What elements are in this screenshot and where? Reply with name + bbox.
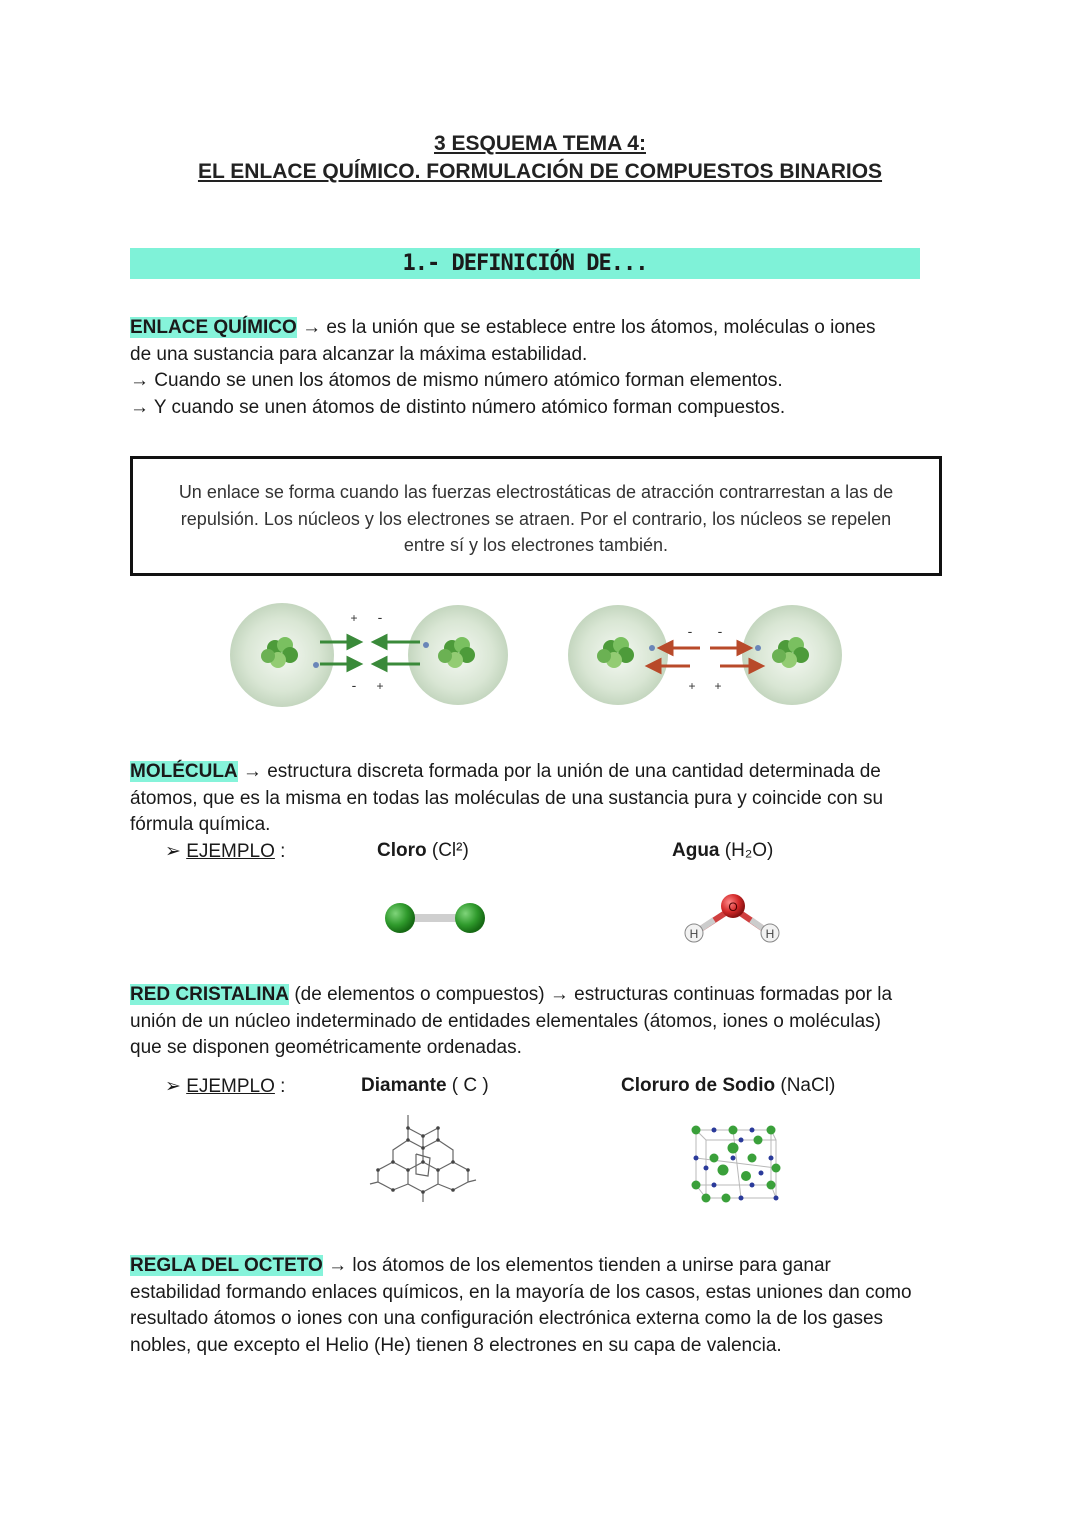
example-label: EJEMPLO: [186, 1076, 275, 1097]
nacl-label: [621, 1075, 835, 1097]
water-molecule-icon: [678, 890, 788, 950]
red-def-c: que se disponen geométricamente ordenadas.: [130, 1037, 522, 1058]
enlace-paragraph: [130, 315, 960, 421]
section-heading: 1.- DEFINICIÓN DE...: [130, 248, 920, 279]
red-def-b: unión de un núcleo indeterminado de entidades elementales (átomos, iones o moléculas): [130, 1010, 881, 1032]
hydrogen-label: H: [765, 927, 775, 941]
enlace-def-b: de una sustancia para alcanzar la máxima estabilidad.: [130, 343, 588, 365]
cloro-formula: (Cl²): [426, 840, 469, 861]
enlace-point-2: → Y cuando se unen átomos de distinto número atómico forman compuestos.: [130, 396, 786, 418]
atom-pair-attraction: [230, 603, 508, 707]
cloro-name: Cloro: [377, 840, 427, 861]
charge-label: -: [351, 677, 357, 693]
agua-label: [672, 840, 773, 862]
nacl-formula: (NaCl): [775, 1075, 836, 1096]
note-line-3: entre sí y los electrones también.: [403, 535, 669, 555]
red-term: RED CRISTALINA: [130, 984, 290, 1005]
charge-label: +: [350, 611, 358, 625]
agua-name: Agua: [672, 840, 720, 861]
molecula-term: MOLÉCULA: [130, 761, 238, 782]
octeto-term: REGLA DEL OCTETO: [130, 1255, 323, 1276]
charge-label: -: [717, 623, 723, 639]
red-paragraph: [130, 982, 960, 1062]
document-title-line1: 3 ESQUEMA TEMA 4:: [434, 132, 646, 155]
charge-label: +: [688, 679, 696, 693]
enlace-term: ENLACE QUÍMICO: [130, 317, 297, 338]
octeto-def-d: nobles, que excepto el Helio (He) tienen 8 electrones en su capa de valencia.: [130, 1334, 782, 1356]
diamond-lattice-icon: [368, 1110, 478, 1205]
octeto-paragraph: [130, 1253, 960, 1359]
charge-label: -: [687, 623, 693, 639]
document-title-line2: EL ENLACE QUÍMICO. FORMULACIÓN DE COMPUESTOS BINARIOS: [197, 160, 883, 183]
charge-label: +: [714, 679, 722, 693]
octeto-def-a: → los átomos de los elementos tienden a unirse para ganar: [322, 1255, 831, 1276]
diamante-formula: ( C ): [446, 1075, 489, 1096]
note-box: [130, 456, 942, 576]
diamante-label: [361, 1075, 489, 1097]
octeto-def-c: resultado átomos o iones con una configuración electrónica externa como la de los gases: [130, 1308, 884, 1329]
note-line-1: Un enlace se forma cuando las fuerzas electrostáticas de atracción contrarrestan a las de: [178, 482, 894, 502]
molecula-def-b: átomos, que es la misma en todas las moléculas de una sustancia pura y coincide con su: [130, 787, 884, 809]
diamante-name: Diamante: [361, 1075, 447, 1096]
atom-pair-repulsion: [568, 605, 842, 705]
bullet-icon: ➢: [165, 1076, 181, 1097]
note-line-2: repulsión. Los núcleos y los electrones se atraen. Por el contrario, los núcleos se repelen: [180, 508, 892, 529]
charge-label: +: [376, 679, 384, 693]
hydrogen-label: H: [689, 927, 699, 941]
oxygen-label: O: [728, 900, 738, 914]
molecula-def-a: → estructura discreta formada por la unión de una cantidad determinada de: [237, 761, 881, 782]
atoms-illustration: [220, 598, 860, 718]
nacl-lattice-icon: [686, 1118, 786, 1208]
octeto-def-b: estabilidad formando enlaces químicos, en la mayoría de los casos, estas uniones dan como: [130, 1281, 912, 1303]
example-colon: :: [274, 841, 286, 862]
enlace-def-a: es la unión que se establece entre los átomos, moléculas o iones: [321, 317, 876, 338]
chlorine-molecule-icon: [378, 894, 498, 944]
molecula-def-c: fórmula química.: [130, 814, 271, 835]
agua-formula: (H₂O): [719, 840, 774, 861]
bullet-icon: ➢: [165, 841, 181, 862]
example-label: EJEMPLO: [186, 841, 275, 862]
enlace-point-1: → Cuando se unen los átomos de mismo número atómico forman elementos.: [130, 370, 783, 391]
molecula-paragraph: [130, 759, 960, 839]
red-example: [165, 1075, 285, 1098]
attraction-arrows: [320, 636, 420, 670]
red-def-a: (de elementos o compuestos) → estructuras continuas formadas por la: [289, 984, 893, 1005]
charge-label: -: [377, 609, 383, 625]
enlace-arrow: →: [302, 317, 322, 338]
molecula-example: [165, 840, 285, 863]
cloro-label: [377, 840, 469, 862]
nacl-name: Cloruro de Sodio: [621, 1075, 776, 1096]
example-colon: :: [274, 1076, 286, 1097]
